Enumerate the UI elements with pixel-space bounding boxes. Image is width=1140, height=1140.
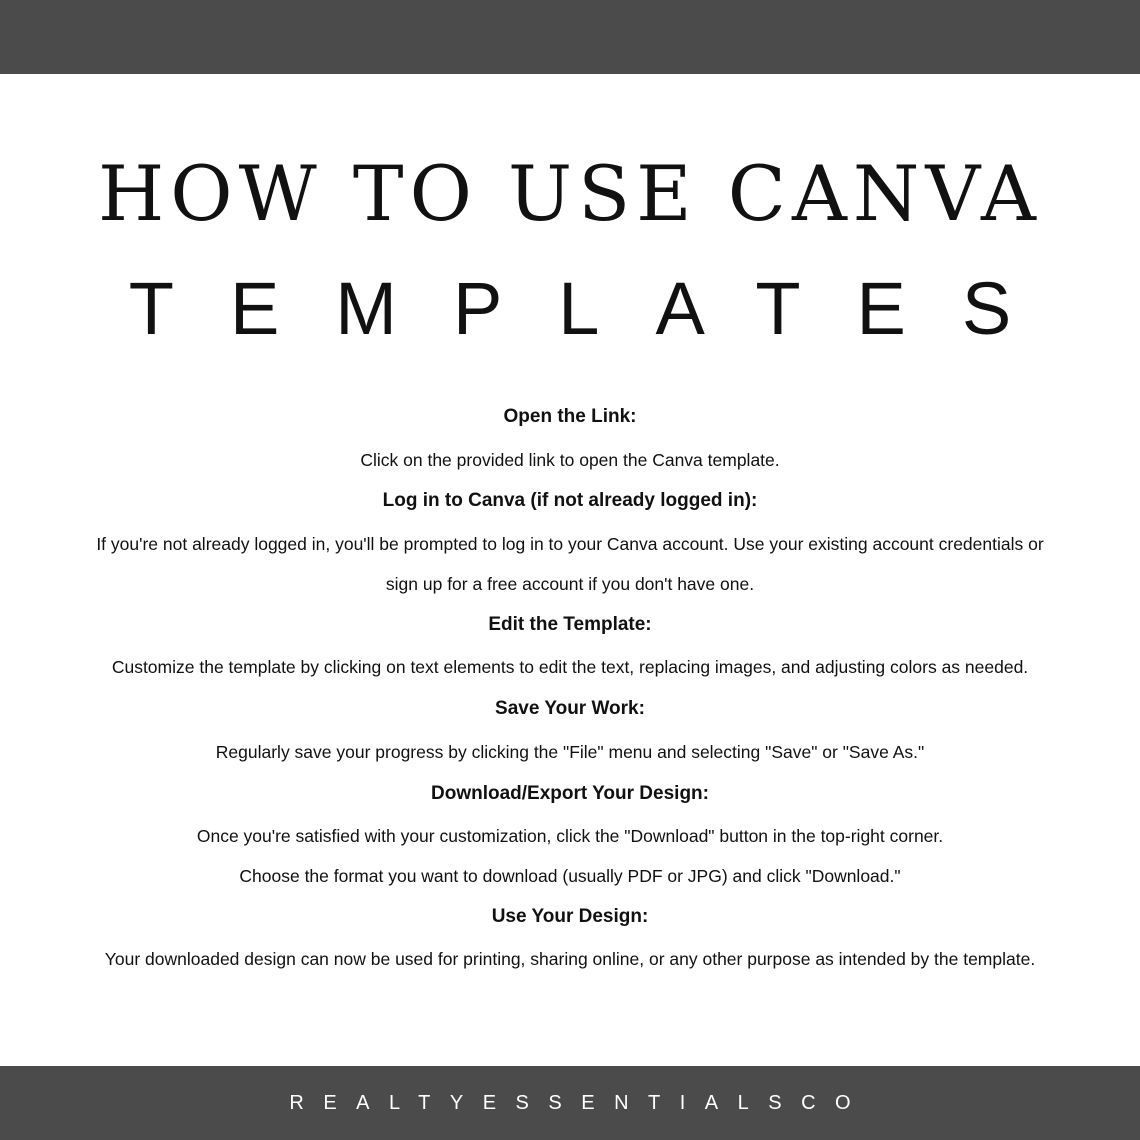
step-heading-save-work: Save Your Work: [495, 698, 645, 719]
step-body-download-line-1: Once you're satisfied with your customization, click the "Download" button in the top-right corner. [196, 826, 944, 846]
brand-name: REALTYESSENTIALSCO [289, 1091, 871, 1114]
step-body-download-line-2: Choose the format you want to download (usually PDF or JPG) and click "Download." [239, 866, 901, 886]
step-heading-edit-template: Edit the Template: [488, 614, 652, 635]
step-heading-download: Download/Export Your Design: [431, 783, 709, 804]
page-title-line-2 [0, 264, 1140, 354]
step-body-log-in-line-2: sign up for a free account if you don't have one. [385, 574, 755, 594]
step-body-save-work: Regularly save your progress by clicking the "File" menu and selecting "Save" or "Save As." [215, 742, 925, 762]
step-body-use-design: Your downloaded design can now be used for printing, sharing online, or any other purpose as intended by the template. [104, 949, 1036, 969]
step-body-log-in-line-1: If you're not already logged in, you'll be prompted to log in to your Canva account. Use your existing account credentials or [96, 534, 1044, 554]
step-heading-open-link: Open the Link: [503, 406, 637, 427]
page-title-line-1: HOW TO USE CANVA [98, 149, 1042, 238]
step-body-edit-template: Customize the template by clicking on text elements to edit the text, replacing images, and adjusting colors as needed. [111, 657, 1029, 677]
top-bar [0, 0, 1140, 74]
step-heading-log-in: Log in to Canva (if not already logged in): [382, 490, 758, 511]
step-body-open-link: Click on the provided link to open the Canva template. [360, 450, 780, 470]
step-heading-use-design: Use Your Design: [491, 906, 649, 927]
page-title-line-2-text: TEMPLATES [128, 267, 1068, 350]
bottom-bar [0, 1066, 1140, 1140]
